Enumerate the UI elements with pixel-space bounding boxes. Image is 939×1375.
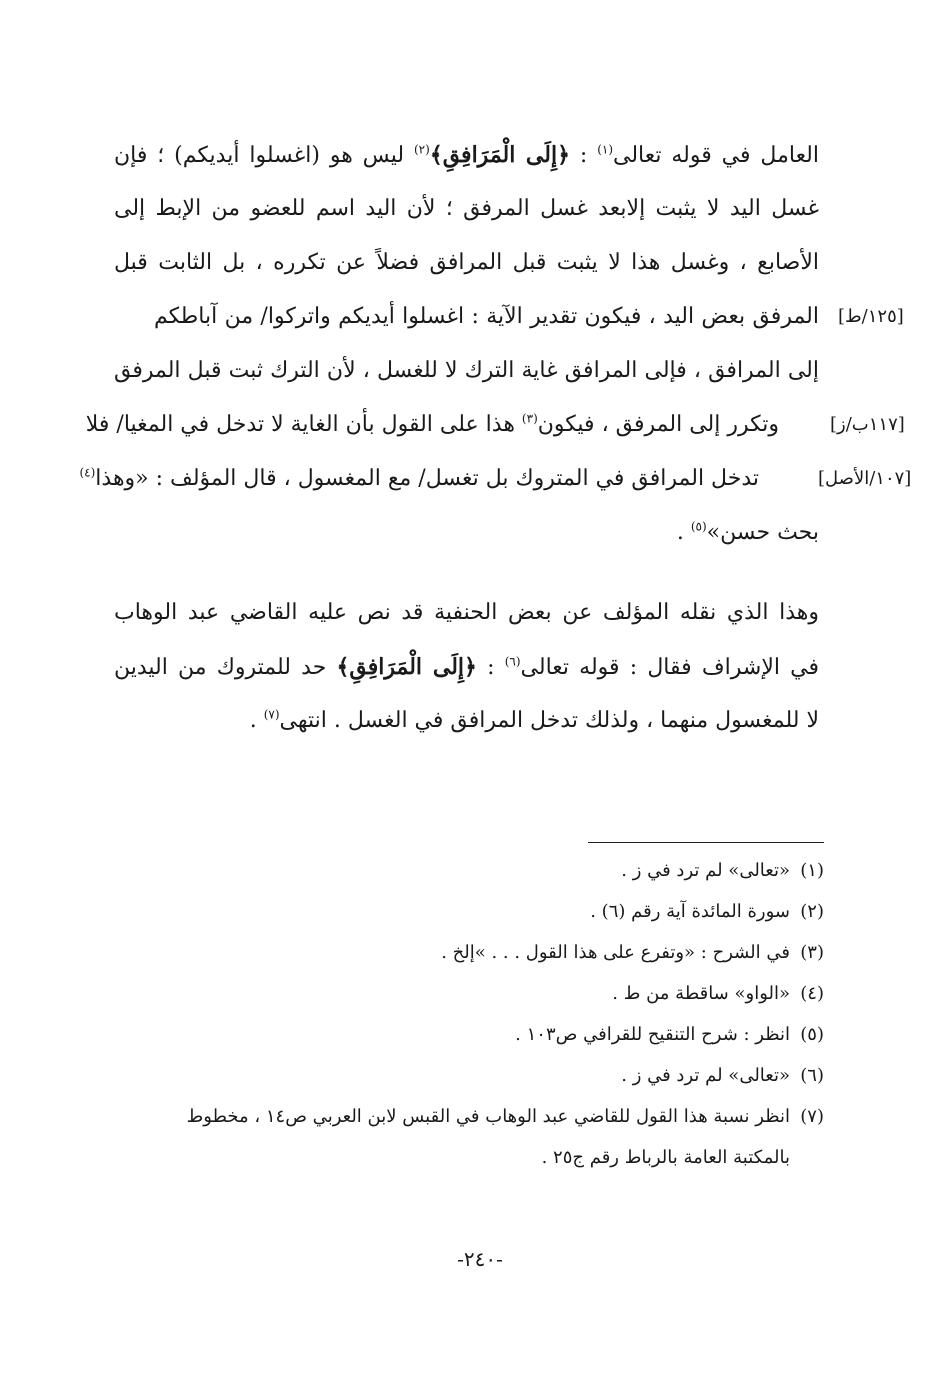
footnote-6: (٦)«تعالى» لم ترد في ز .: [114, 1063, 824, 1089]
margin-note-ta: [١٢٥/ط]: [838, 306, 904, 327]
body-line-4: المرفق بعض اليد ، فيكون تقدير الآية : اغسلوا أيديكم واتركوا/ من آباطكم: [154, 304, 819, 329]
body-line-10: في الإشراف فقال : قوله تعالى$^{(٦)}$ : ﴿إِلَى الْمَرَافِقِ﴾ حد للمتروك من اليدين: [114, 654, 820, 680]
footnote-2: (٢)سورة المائدة آية رقم (٦) .: [114, 899, 824, 925]
body-line-1: العامل في قوله تعالى$^{(١)}$ : ﴿إِلَى الْمَرَافِقِ﴾$^{(٢)}$ ليس هو (اغسلوا أيديكم) ؛ فإن: [114, 142, 819, 168]
footnote-ref-3[interactable]: (٣): [521, 411, 538, 426]
footnote-number: (٢): [800, 901, 824, 922]
footnote-ref-1[interactable]: (١): [597, 142, 614, 157]
body-line-5: إلى المرافق ، فإلى المرافق غاية الترك لا للغسل ، لأن الترك ثبت قبل المرفق: [114, 358, 819, 383]
body-line-3: الأصابع ، وغسل هذا لا يثبت قبل المرافق فضلاً عن تكرره ، بل الثابت قبل: [114, 250, 819, 275]
page-number: -٢٤٠-: [457, 1247, 503, 1271]
body-line-9: وهذا الذي نقله المؤلف عن بعض الحنفية قد نص عليه القاضي عبد الوهاب: [114, 600, 819, 625]
footnote-7-continued: بالمكتبة العامة بالرباط رقم ج٢٥ .: [541, 1147, 790, 1168]
footnote-number: (٦): [800, 1065, 824, 1086]
body-line-2: غسل اليد لا يثبت إلابعد غسل المرفق ؛ لأن اليد اسم للعضو من الإبط إلى: [114, 196, 819, 221]
footnote-separator: [588, 842, 824, 843]
body-line-7: تدخل المرافق في المتروك بل تغسل/ مع المغسول ، قال المؤلف : «وهذا$^{(٤)}$: [79, 465, 759, 491]
footnote-ref-7[interactable]: (٧): [263, 707, 280, 722]
footnote-number: (٤): [800, 983, 824, 1004]
footnote-number: (٧): [800, 1106, 824, 1127]
footnote-number: (١): [800, 860, 824, 881]
footnote-7: (٧)انظر نسبة هذا القول للقاضي عبد الوهاب في القبس لابن العربي ص١٤ ، مخطوط: [114, 1104, 824, 1130]
quran-verse: ﴿إِلَى الْمَرَافِقِ﴾: [429, 142, 570, 168]
footnote-4: (٤)«الواو» ساقطة من ط .: [114, 981, 824, 1007]
footnote-1: (١)«تعالى» لم ترد في ز .: [114, 858, 824, 884]
footnote-ref-6[interactable]: (٦): [504, 654, 521, 669]
footnote-number: (٣): [800, 942, 824, 963]
footnote-5: (٥)انظر : شرح التنقيح للقرافي ص١٠٣ .: [114, 1022, 824, 1048]
body-line-11: لا للمغسول منهما ، ولذلك تدخل المرافق في الغسل . انتهى$^{(٧)}$ .: [249, 707, 819, 733]
footnote-number: (٥): [800, 1024, 824, 1045]
footnote-ref-2[interactable]: (٢): [413, 142, 430, 157]
body-line-8: بحث حسن»$^{(٥)}$ .: [676, 519, 819, 545]
margin-note-asl: [١٠٧/الأصل]: [818, 468, 912, 489]
quran-verse: ﴿إِلَى الْمَرَافِقِ﴾: [336, 654, 477, 680]
margin-note-za: [١١٧ب/ز]: [830, 414, 905, 435]
footnote-3: (٣)في الشرح : «وتفرع على هذا القول . . . »إلخ .: [114, 940, 824, 966]
footnote-ref-5[interactable]: (٥): [690, 519, 707, 534]
footnote-ref-4[interactable]: (٤): [79, 465, 96, 480]
body-line-6: وتكرر إلى المرفق ، فيكون$^{(٣)}$ هذا على القول بأن الغاية لا تدخل في المغيا/ فلا: [85, 411, 779, 437]
